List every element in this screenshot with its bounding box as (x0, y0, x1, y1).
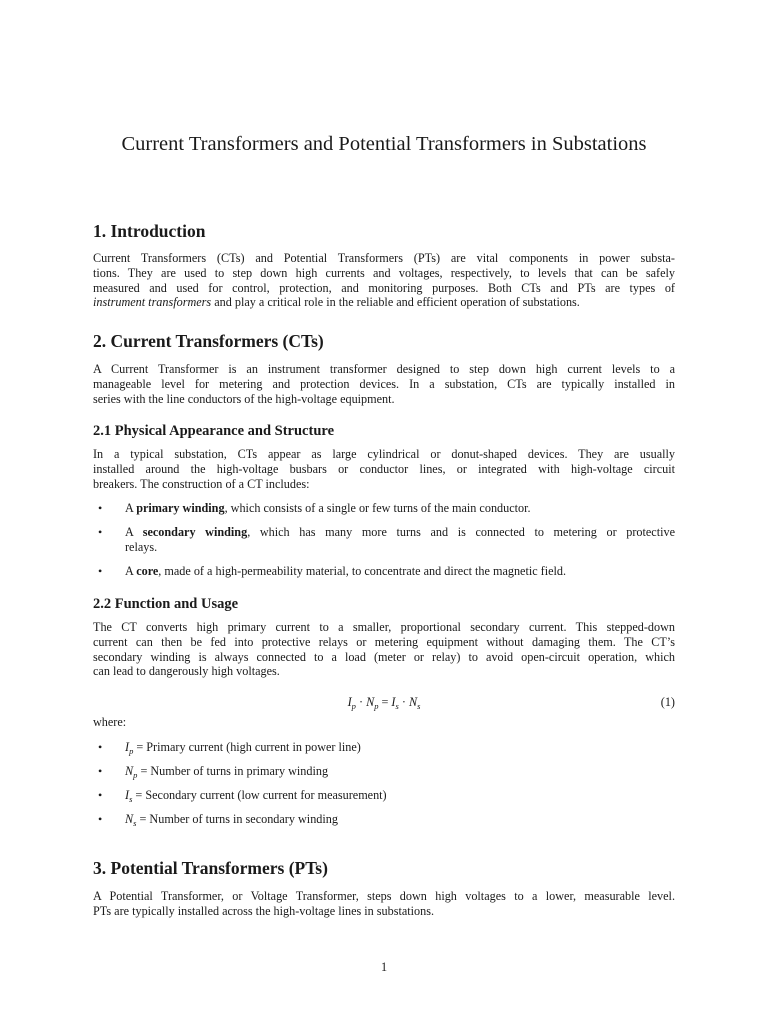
section-heading-current-transformers: 2. Current Transformers (CTs) (93, 331, 324, 351)
list-item: • A secondary winding, which has many more turns and is connected to metering or protective relays. (98, 525, 675, 554)
page-number: 1 (380, 960, 388, 974)
paragraph-line: current can then be fed into protective relays or metering equipment without damaging them. The CT’s (93, 634, 675, 649)
bullet-icon: • (98, 812, 103, 826)
subsection-heading-physical-appearance: 2.1 Physical Appearance and Structure (93, 423, 334, 439)
pt-paragraph (93, 889, 675, 919)
section-heading-potential-transformers: 3. Potential Transformers (PTs) (93, 858, 328, 878)
equation-expression: $I_p \cdot N_p = I_s \cdot N_s$ (347, 695, 421, 711)
bold-term: secondary winding (142, 525, 248, 539)
section-heading-introduction: 1. Introduction (93, 221, 206, 241)
bullet-icon: • (98, 501, 103, 515)
paragraph-line: In a typical substation, CTs appear as large cylindrical or donut-shaped devices. They are usually (93, 447, 675, 461)
paragraph-line: The CT converts high primary current to a smaller, proportional secondary current. This stepped-down (93, 620, 675, 634)
emphasis-text: instrument transformers (93, 295, 212, 310)
paragraph-line: manageable level for metering and protection devices. In a substation, CTs are typically installed in (93, 376, 675, 391)
ct-paragraph (93, 362, 675, 406)
paragraph-line: installed around the high-voltage busbars or conductor lines, or integrated with high-voltage circuit (93, 461, 675, 476)
where-label: where: (93, 715, 127, 729)
function-paragraph (93, 620, 675, 679)
bullet-icon: • (98, 564, 103, 578)
bold-term: core (136, 564, 159, 578)
list-item: • $N_p$ = Number of turns in primary winding (98, 764, 329, 780)
paragraph-line: PTs are typically installed across the high-voltage lines in substations. (93, 903, 435, 918)
list-item: • $I_p$ = Primary current (high current in power line) (98, 740, 361, 756)
paragraph-line (93, 295, 675, 310)
paragraph-line: measured and used for control, protection, and monitoring purposes. Both CTs and PTs are types of (93, 280, 675, 295)
paragraph-line: tions. They are used to step down high currents and voltages, respectively, to levels that can be safely (93, 265, 675, 280)
bullet-icon: • (98, 764, 103, 778)
document-page (93, 0, 675, 1024)
list-item: • $N_s$ = Number of turns in secondary winding (98, 812, 338, 828)
bullet-icon: • (98, 788, 103, 802)
equation (93, 694, 675, 710)
equation-number: (1) (660, 695, 675, 709)
paragraph-text: and play a critical role in the reliable and efficient operation of substations. (211, 295, 580, 310)
paragraph-line: A Current Transformer is an instrument transformer designed to step down high current levels to a (93, 362, 675, 376)
paragraph-line: A Potential Transformer, or Voltage Transformer, steps down high voltages to a lower, measurable level. (93, 889, 675, 903)
list-item: • $I_s$ = Secondary current (low current for measurement) (98, 788, 387, 804)
physical-paragraph (93, 447, 675, 491)
paragraph-line: breakers. The construction of a CT includes: (93, 476, 310, 491)
subsection-heading-function-usage: 2.2 Function and Usage (93, 596, 239, 612)
bullet-icon: • (98, 740, 103, 754)
list-item: • A core, made of a high-permeability material, to concentrate and direct the magnetic field. (98, 564, 567, 578)
list-item: • A primary winding, which consists of a single or few turns of the main conductor. (98, 501, 531, 515)
introduction-paragraph (93, 251, 675, 310)
paragraph-line: series with the line conductors of the high-voltage equipment. (93, 391, 395, 406)
paragraph-line: Current Transformers (CTs) and Potential Transformers (PTs) are vital components in power substa- (93, 251, 675, 265)
paragraph-line: can lead to dangerously high voltages. (93, 664, 280, 679)
document-title: Current Transformers and Potential Transformers in Substations (121, 133, 647, 155)
bold-term: primary winding (136, 501, 225, 515)
bullet-icon: • (98, 525, 103, 539)
paragraph-line: secondary winding is always connected to a load (meter or relay) to avoid open-circuit operation, which (93, 649, 675, 664)
